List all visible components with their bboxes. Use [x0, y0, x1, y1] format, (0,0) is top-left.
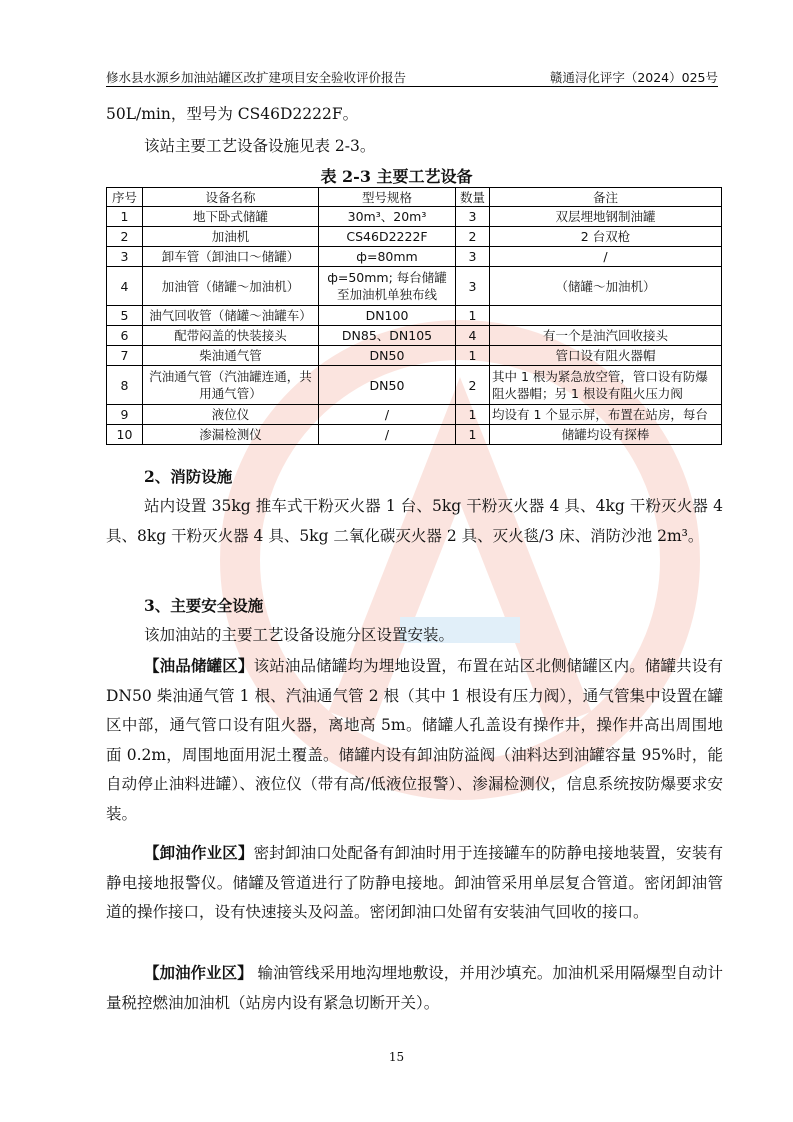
header-report-number: 赣通浔化评字（2024）025号: [549, 70, 718, 85]
table-row: [107, 207, 722, 227]
safety-intro-text: 该加油站的主要工艺设备设施分区设置安装。: [144, 626, 455, 644]
header-divider: [106, 86, 718, 87]
header-report-title: 修水县水源乡加油站罐区改扩建项目安全验收评价报告: [106, 70, 407, 85]
cell-spec: DN100: [319, 306, 456, 326]
equipment-table: [106, 187, 722, 445]
table-row: [107, 405, 722, 425]
section-heading-fire: 2、消防设施: [144, 467, 233, 486]
cell-name: 配带闷盖的快装接头: [143, 326, 319, 346]
table-row: [107, 425, 722, 445]
cell-spec: CS46D2222F: [319, 227, 456, 247]
header-cell-qty: 数量: [456, 188, 490, 207]
page-header: [106, 66, 718, 86]
cell-spec: DN85、DN105: [319, 326, 456, 346]
cell-name: 加油管（储罐～加油机）: [143, 267, 319, 306]
cell-spec: DN50: [319, 366, 456, 405]
table-row: [107, 346, 722, 366]
unload-area-label: 【卸油作业区】: [144, 843, 254, 862]
fuel-area-label: 【加油作业区】: [144, 963, 253, 982]
table-row: [107, 227, 722, 247]
table-row: [107, 366, 722, 405]
cell-no: 1: [107, 207, 143, 227]
cell-name: 柴油通气管: [143, 346, 319, 366]
header-cell-name: 设备名称: [143, 188, 319, 207]
cell-spec: /: [319, 425, 456, 445]
cell-qty: 1: [456, 405, 490, 425]
page-number: 15: [388, 1050, 405, 1064]
section-heading-safety: 3、主要安全设施: [144, 596, 264, 615]
cell-name: 卸车管（卸油口～储罐）: [143, 247, 319, 267]
cell-qty: 3: [456, 267, 490, 306]
tank-area-text: 该站油品储罐均为埋地设置，布置在站区北侧储罐区内。储罐共设有 DN50 柴油通气管 1 根、汽油通气管 2 根（其中 1 根设有压力阀），通气管集中设置在罐区中部，通气管口设有阻火器，离地高 5m。储罐人孔盖设有操作井，操作井高出周围地面 0.2m，周围地面用泥土覆盖。储罐内设有卸油防溢阀（油料达到油罐容量 95%时，能自动停止油料进罐）、液位仪（带有高/低液位报警）、渗漏检测仪，信息系统按防爆要求安装。: [106, 657, 723, 823]
cell-note: 双层埋地钢制油罐: [490, 207, 722, 227]
cell-qty: 2: [456, 227, 490, 247]
cell-note: 均设有 1 个显示屏，布置在站房，每台: [490, 405, 722, 425]
cell-no: 5: [107, 306, 143, 326]
table-title: 表 2-3 主要工艺设备: [320, 167, 473, 186]
cell-no: 9: [107, 405, 143, 425]
cell-name: 加油机: [143, 227, 319, 247]
header-cell-spec: 型号规格: [319, 188, 456, 207]
cell-spec: DN50: [319, 346, 456, 366]
cell-note: 储罐均设有探棒: [490, 425, 722, 445]
cell-spec: ф=80mm: [319, 247, 456, 267]
tank-area-label: 【油品储罐区】: [144, 656, 254, 675]
intro-line-1: 50L/min，型号为 CS46D2222F。: [106, 105, 359, 123]
cell-no: 8: [107, 366, 143, 405]
cell-qty: 3: [456, 207, 490, 227]
cell-name: 地下卧式储罐: [143, 207, 319, 227]
cell-name: 液位仪: [143, 405, 319, 425]
cell-note: 管口设有阻火器帽: [490, 346, 722, 366]
fire-facilities-text: 站内设置 35kg 推车式干粉灭火器 1 台、5kg 干粉灭火器 4 具、4kg 干粉灭火器 4 具、8kg 干粉灭火器 4 具、5kg 二氧化碳灭火器 2 具、灭火毯/3 床、消防沙池 2m³。: [106, 497, 723, 545]
cell-no: 6: [107, 326, 143, 346]
cell-no: 10: [107, 425, 143, 445]
table-row: [107, 267, 722, 306]
table-header-row: [107, 188, 722, 207]
cell-note: 有一个是油汽回收接头: [490, 326, 722, 346]
unload-area-paragraph: [106, 838, 723, 928]
cell-name: 油气回收管（储罐～油罐车）: [143, 306, 319, 326]
cell-spec: ф=50mm; 每台储罐至加油机单独布线: [319, 267, 456, 306]
cell-qty: 1: [456, 425, 490, 445]
cell-no: 7: [107, 346, 143, 366]
intro-line-2: 该站主要工艺设备设施见表 2-3。: [144, 137, 376, 155]
cell-note: 2 台双枪: [490, 227, 722, 247]
table-row: [107, 326, 722, 346]
cell-spec: /: [319, 405, 456, 425]
cell-name: 汽油通气管（汽油罐连通，共用通气管）: [143, 366, 319, 405]
cell-no: 2: [107, 227, 143, 247]
fuel-area-text: 输油管线采用地沟埋地敷设，并用沙填充。加油机采用隔爆型自动计量税控燃油加油机（站房内设有紧急切断开关）。: [106, 964, 723, 1012]
cell-note: 其中 1 根为紧急放空管，管口设有防爆阻火器帽；另 1 根设有阻火压力阀: [490, 366, 722, 405]
cell-name: 渗漏检测仪: [143, 425, 319, 445]
cell-qty: 1: [456, 306, 490, 326]
unload-area-text: 密封卸油口处配备有卸油时用于连接罐车的防静电接地装置，安装有静电接地报警仪。储罐及管道进行了防静电接地。卸油管采用单层复合管道。密闭卸油管道的操作接口，设有快速接头及闷盖。密闭卸油口处留有安装油气回收的接口。: [106, 844, 723, 921]
cell-note: （储罐～加油机）: [490, 267, 722, 306]
cell-qty: 3: [456, 247, 490, 267]
tank-area-paragraph: [106, 651, 723, 829]
table-row: [107, 306, 722, 326]
cell-qty: 2: [456, 366, 490, 405]
header-cell-note: 备注: [490, 188, 722, 207]
cell-qty: 4: [456, 326, 490, 346]
header-cell-no: 序号: [107, 188, 143, 207]
cell-no: 4: [107, 267, 143, 306]
cell-no: 3: [107, 247, 143, 267]
table-row: [107, 247, 722, 267]
fuel-area-paragraph: [106, 958, 723, 1018]
cell-note: /: [490, 247, 722, 267]
cell-qty: 1: [456, 346, 490, 366]
cell-note: [490, 306, 722, 326]
cell-spec: 30m³、20m³: [319, 207, 456, 227]
